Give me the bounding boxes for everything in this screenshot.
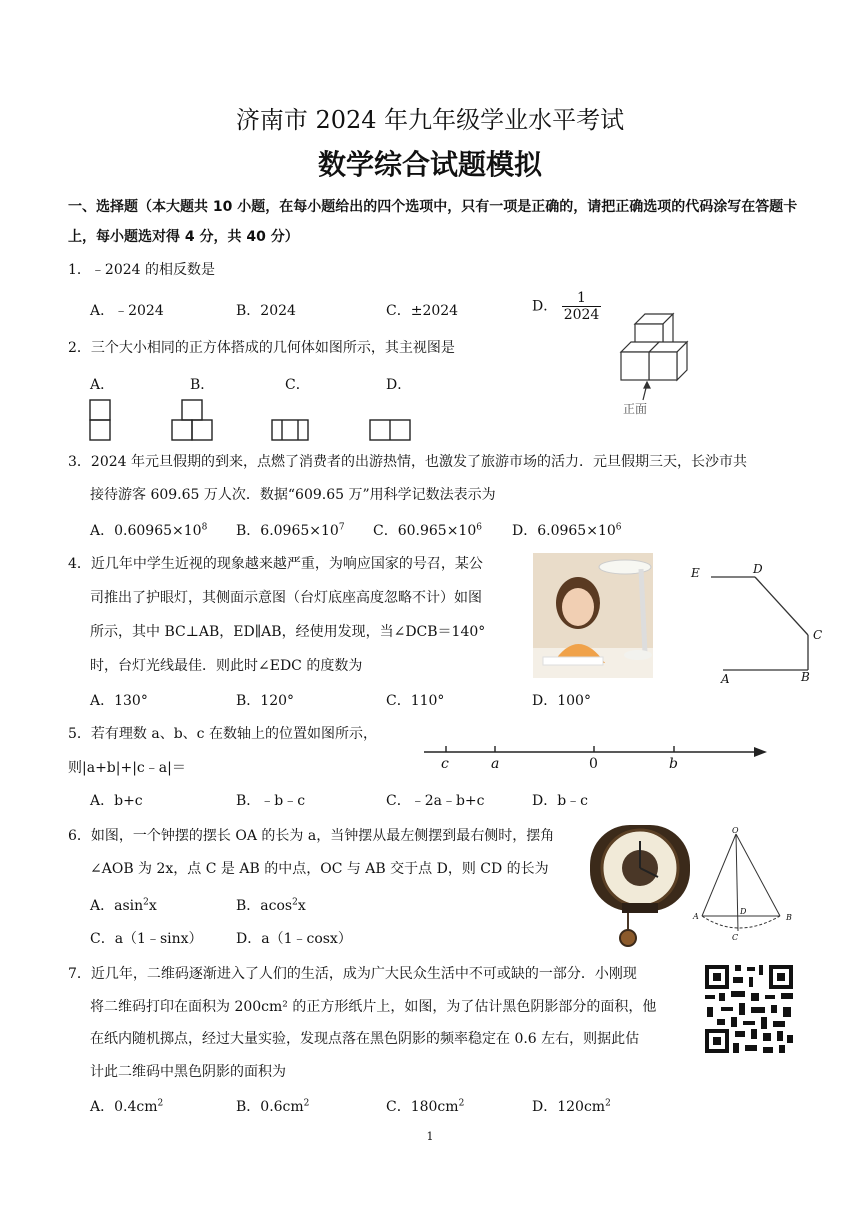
pendulum-diagram xyxy=(692,828,792,943)
q7-line1: 7．近几年，二维码逐渐进入了人们的生活，成为广大民众生活中不可或缺的一部分．小刚现 xyxy=(68,966,637,982)
q7-option-c xyxy=(386,1096,464,1116)
q3-line2: 接待游客 609.65 万人次．数据“609.65 万”用科学记数法表示为 xyxy=(90,487,496,503)
q2-figure-a-bottom xyxy=(90,420,110,440)
q3-option-a-exp: 8 xyxy=(201,522,208,533)
q2-option-figures xyxy=(86,398,426,442)
pendulum-label-o: O xyxy=(732,826,739,835)
q3-option-b-exp: 7 xyxy=(338,522,345,533)
q2-option-a: A． xyxy=(90,377,115,393)
exam-title: 济南市 2024 年九年级学业水平考试 xyxy=(235,106,625,134)
fraction-denominator: 2024 xyxy=(563,307,600,323)
q2-option-c: C． xyxy=(285,377,310,393)
q6-option-b-tail: x xyxy=(297,898,306,914)
q1-option-c: C．±2024 xyxy=(386,303,459,319)
q5-option-a: A．b+c xyxy=(90,793,143,809)
q4-label-b: B xyxy=(801,670,810,684)
q3-option-a-text: A．0.60965×10 xyxy=(90,523,202,539)
q6-option-a-text: A．asin xyxy=(90,898,144,914)
q4-line3: 所示，其中 BC⊥AB，ED∥AB，经使用发现，当∠DCB＝140° xyxy=(90,624,486,640)
q3-option-b xyxy=(236,520,345,540)
fraction-numerator: 1 xyxy=(562,290,602,307)
exam-subtitle: 数学综合试题模拟 xyxy=(317,148,542,181)
clock-picture xyxy=(588,825,693,950)
q2-figure-a-top xyxy=(90,400,110,420)
q3-option-c-text: C．60.965×10 xyxy=(373,523,477,539)
q4-label-d: D xyxy=(753,562,763,576)
q2-figure-b-left xyxy=(172,420,192,440)
q7-option-c-text: C．180cm xyxy=(386,1099,459,1115)
pendulum-label-c: C xyxy=(732,933,739,942)
q1-option-d xyxy=(532,290,601,323)
q7-option-b-text: B．0.6cm xyxy=(236,1099,304,1115)
q3-option-a xyxy=(90,520,207,540)
q6-option-c: C．a（1﹣sinx） xyxy=(90,931,203,947)
q6-option-b xyxy=(236,895,306,915)
q7-option-d xyxy=(532,1096,611,1116)
q4-line4: 时，台灯光线最佳．则此时∠EDC 的度数为 xyxy=(90,658,363,674)
q2-figure-c xyxy=(272,420,308,440)
q6-option-b-text: B．acos xyxy=(236,898,293,914)
q5-option-d: D．b﹣c xyxy=(532,793,589,809)
q5-line1: 5．若有理数 a、b、c 在数轴上的位置如图所示， xyxy=(68,726,377,742)
q4-line2: 司推出了护眼灯，其侧面示意图（台灯底座高度忽略不计）如图 xyxy=(90,590,482,606)
number-line-label-c: c xyxy=(441,756,449,772)
q7-option-a-text: A．0.4cm xyxy=(90,1099,158,1115)
q4-label-c: C xyxy=(813,628,823,642)
q3-line1: 3．2024 年元旦假期的到来，点燃了消费者的出游热情，也激发了旅游市场的活力．元旦假期三天，长沙市共 xyxy=(68,454,747,470)
q1-stem: 1．﹣2024 的相反数是 xyxy=(68,262,215,278)
q7-line4: 计此二维码中黑色阴影的面积为 xyxy=(90,1064,286,1080)
q6-option-a-exp: 2 xyxy=(143,897,149,908)
q3-option-c-exp: 6 xyxy=(476,522,482,533)
number-line-label-a: a xyxy=(491,756,500,772)
page-number: 1 xyxy=(426,1130,434,1143)
section-heading: 一、选择题（本大题共 10 小题，在每小题给出的四个选项中，只有一项是正确的，请把正确选项的代码涂写在答题卡上，每小题选对得 4 分，共 40 分） xyxy=(68,199,798,245)
q7-option-a xyxy=(90,1096,163,1116)
pendulum-label-d: D xyxy=(740,907,747,916)
q2-option-b: B． xyxy=(190,377,215,393)
q4-option-b: B．120° xyxy=(236,693,295,709)
q5-option-c: C．﹣2a﹣b+c xyxy=(386,793,485,809)
q7-option-d-text: D．120cm xyxy=(532,1099,606,1115)
pendulum-label-a: A xyxy=(693,912,699,921)
q5-option-b: B．﹣b﹣c xyxy=(236,793,306,809)
q6-line2: ∠AOB 为 2x，点 C 是 AB 的中点，OC 与 AB 交于点 D，则 CD 的长为 xyxy=(90,861,549,877)
q1-option-d-label: D． xyxy=(532,298,558,315)
pendulum-label-b: B xyxy=(786,913,792,922)
q4-label-a: A xyxy=(721,672,730,686)
q2-figure-b-right xyxy=(192,420,212,440)
q3-option-b-text: B．6.0965×10 xyxy=(236,523,339,539)
q2-front-label: 正面 xyxy=(623,402,648,416)
q6-option-b-exp: 2 xyxy=(292,897,298,908)
q7-option-a-exp: 2 xyxy=(157,1098,164,1109)
lamp-photo xyxy=(533,553,653,678)
q6-option-a-tail: x xyxy=(148,898,157,914)
number-line-label-zero: 0 xyxy=(589,756,598,772)
q4-option-c: C．110° xyxy=(386,693,445,709)
q6-line1: 6．如图，一个钟摆的摆长 OA 的长为 a，当钟摆从最左侧摆到最右侧时，摆角 xyxy=(68,828,555,844)
q7-option-d-exp: 2 xyxy=(605,1098,611,1109)
q2-stem: 2．三个大小相同的正方体搭成的几何体如图所示，其主视图是 xyxy=(68,340,455,356)
q6-option-d: D．a（1﹣cosx） xyxy=(236,931,352,947)
q5-line2: 则|a+b|+|c﹣a|＝ xyxy=(68,760,186,776)
q7-option-b-exp: 2 xyxy=(303,1098,310,1109)
q4-line1: 4．近几年中学生近视的现象越来越严重，为响应国家的号召，某公 xyxy=(68,556,483,572)
q3-option-d-exp: 6 xyxy=(615,522,622,533)
q2-option-d: D． xyxy=(386,377,412,393)
number-line-label-b: b xyxy=(669,756,678,772)
q4-option-d: D．100° xyxy=(532,693,591,709)
q7-line3: 在纸内随机掷点，经过大量实验，发现点落在黑色阴影的频率稳定在 0.6 左右，则据此估 xyxy=(90,1031,640,1047)
q1-option-a: A．﹣2024 xyxy=(90,303,164,319)
q1-option-d-fraction xyxy=(562,290,602,323)
q2-figure-b-top xyxy=(182,400,202,420)
q3-option-d xyxy=(512,520,622,540)
q7-option-b xyxy=(236,1096,309,1116)
q4-option-a: A．130° xyxy=(90,693,148,709)
q3-option-d-text: D．6.0965×10 xyxy=(512,523,616,539)
q6-option-a xyxy=(90,895,157,915)
q4-label-e: E xyxy=(691,566,700,580)
q7-option-c-exp: 2 xyxy=(458,1098,465,1109)
q7-line2: 将二维码打印在面积为 200cm² 的正方形纸片上，如图，为了估计黑色阴影部分的面积，他 xyxy=(90,999,657,1015)
q1-option-b: B．2024 xyxy=(236,303,296,319)
qr-code xyxy=(703,963,795,1055)
q3-option-c xyxy=(373,520,482,540)
